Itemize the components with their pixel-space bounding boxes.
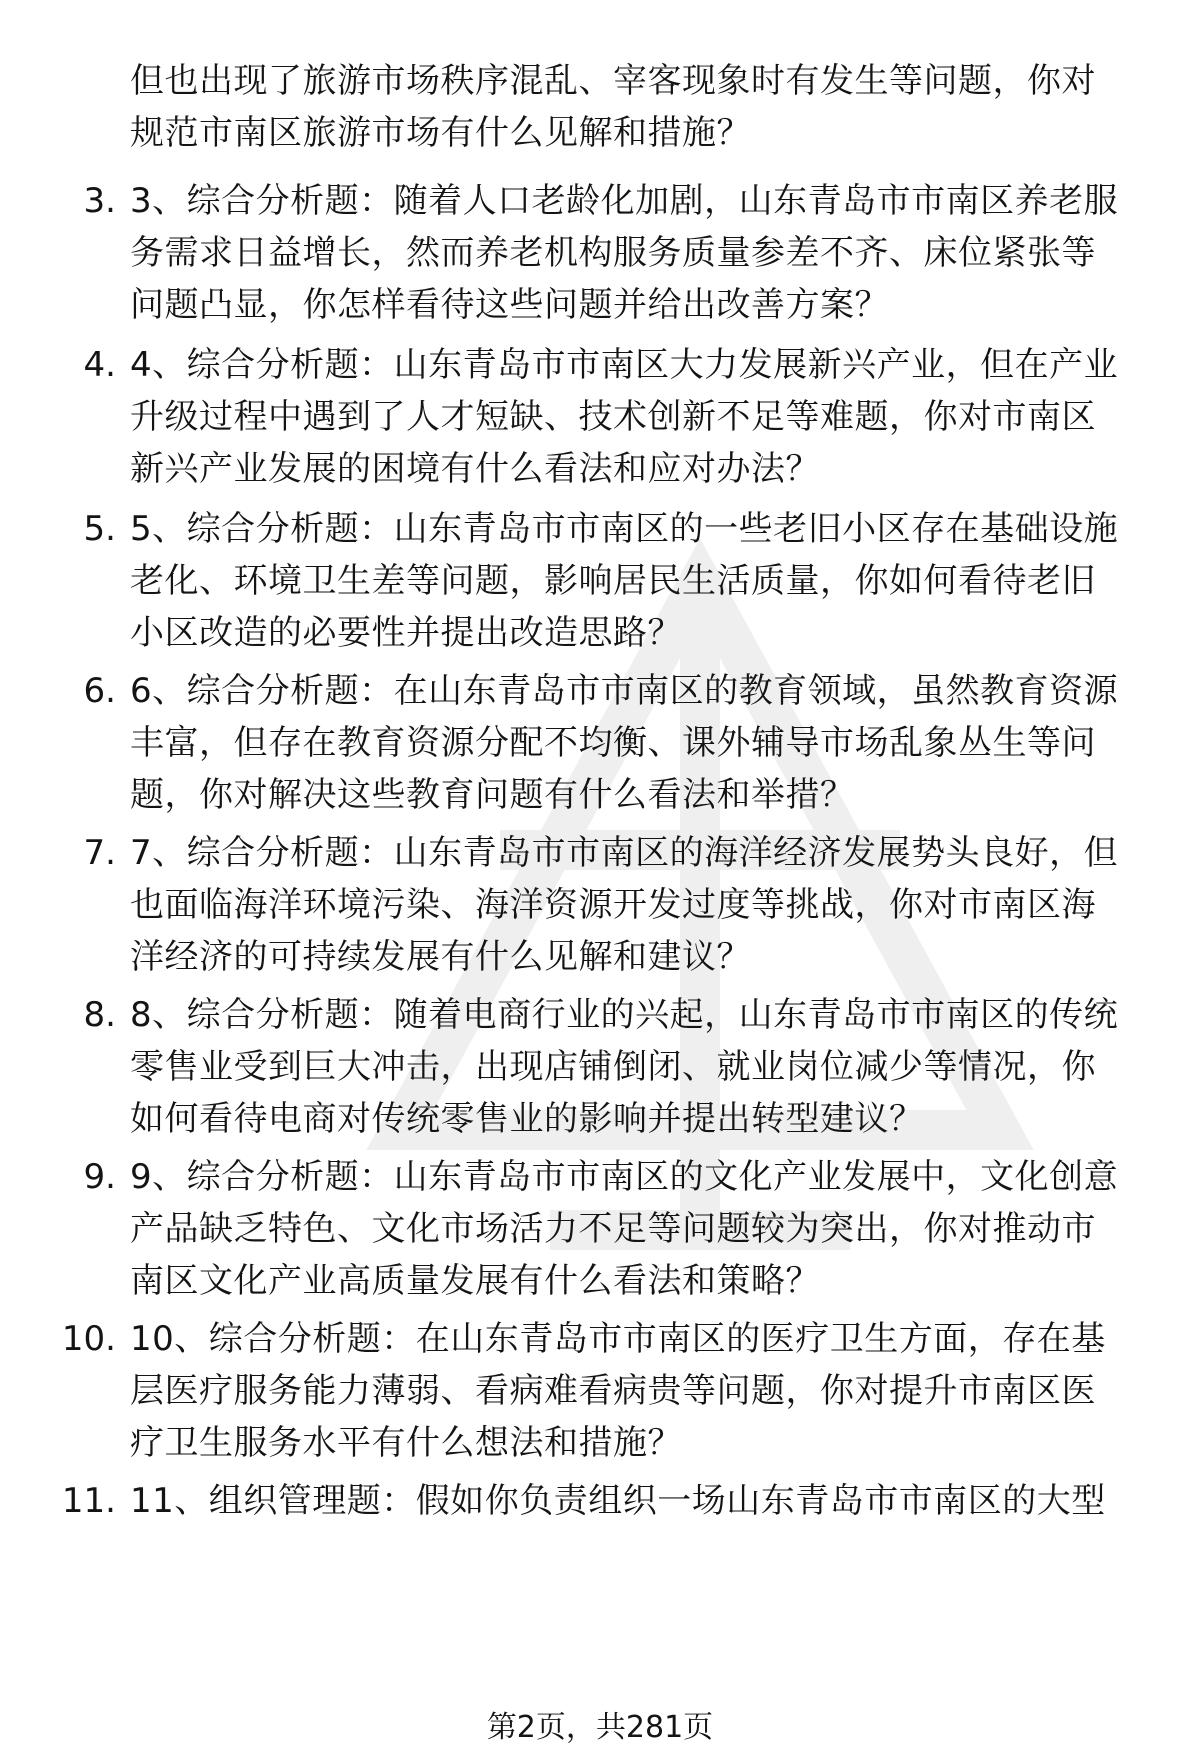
list-item-line: 8、综合分析题：随着电商行业的兴起，山东青岛市市南区的传统 [130,995,1119,1035]
list-item-line: 丰富，但存在教育资源分配不均衡、课外辅导市场乱象丛生等问 [130,723,1096,763]
list-item-line: 小区改造的必要性并提出改造思路？ [130,613,682,653]
list-item-number: 5. [83,509,116,549]
list-item-line: 层医疗服务能力薄弱、看病难看病贵等问题，你对提升市南区医 [130,1371,1096,1411]
paragraph-line: 但也出现了旅游市场秩序混乱、宰客现象时有发生等问题，你对 [130,61,1096,101]
list-item-line: 6、综合分析题：在山东青岛市市南区的教育领域，虽然教育资源 [130,671,1119,711]
list-item-number: 9. [83,1157,116,1197]
list-item-number: 7. [83,833,116,873]
list-item-line: 洋经济的可持续发展有什么见解和建议？ [130,937,751,977]
list-item-line: 11、组织管理题：假如你负责组织一场山东青岛市市南区的大型 [130,1481,1106,1521]
list-item-line: 9、综合分析题：山东青岛市市南区的文化产业发展中，文化创意 [130,1157,1119,1197]
list-item-line: 升级过程中遇到了人才短缺、技术创新不足等难题，你对市南区 [130,397,1096,437]
list-item-line: 7、综合分析题：山东青岛市市南区的海洋经济发展势头良好，但 [130,833,1119,873]
list-item-number: 10. [61,1319,116,1359]
list-item-number: 4. [83,345,116,385]
list-item-number: 11. [61,1481,116,1521]
page-footer: 第2页，共281页 [486,1710,714,1745]
list-item-line: 4、综合分析题：山东青岛市市南区大力发展新兴产业，但在产业 [130,345,1119,385]
list-item-line: 零售业受到巨大冲击，出现店铺倒闭、就业岗位减少等情况，你 [130,1047,1096,1087]
list-item-line: 也面临海洋环境污染、海洋资源开发过度等挑战，你对市南区海 [130,885,1096,925]
paragraph-line: 规范市南区旅游市场有什么见解和措施？ [130,113,751,153]
list-item-line: 如何看待电商对传统零售业的影响并提出转型建议？ [130,1099,924,1139]
list-item-line: 老化、环境卫生差等问题，影响居民生活质量，你如何看待老旧 [130,561,1096,601]
list-item-line: 题，你对解决这些教育问题有什么看法和举措？ [130,775,855,815]
list-item-number: 8. [83,995,116,1035]
list-item-number: 3. [83,181,116,221]
list-item-line: 新兴产业发展的困境有什么看法和应对办法？ [130,449,820,489]
list-item-line: 南区文化产业高质量发展有什么看法和策略？ [130,1261,820,1301]
list-item-line: 5、综合分析题：山东青岛市市南区的一些老旧小区存在基础设施 [130,509,1119,549]
list-item-line: 3、综合分析题：随着人口老龄化加剧，山东青岛市市南区养老服 [130,181,1119,221]
list-item-line: 务需求日益增长，然而养老机构服务质量参差不齐、床位紧张等 [130,233,1096,273]
list-item-line: 问题凸显，你怎样看待这些问题并给出改善方案？ [130,285,889,325]
list-item-line: 疗卫生服务水平有什么想法和措施？ [130,1423,682,1463]
list-item-line: 产品缺乏特色、文化市场活力不足等问题较为突出，你对推动市 [130,1209,1096,1249]
list-item-line: 10、综合分析题：在山东青岛市市南区的医疗卫生方面，存在基 [130,1319,1106,1359]
list-item-number: 6. [83,671,116,711]
